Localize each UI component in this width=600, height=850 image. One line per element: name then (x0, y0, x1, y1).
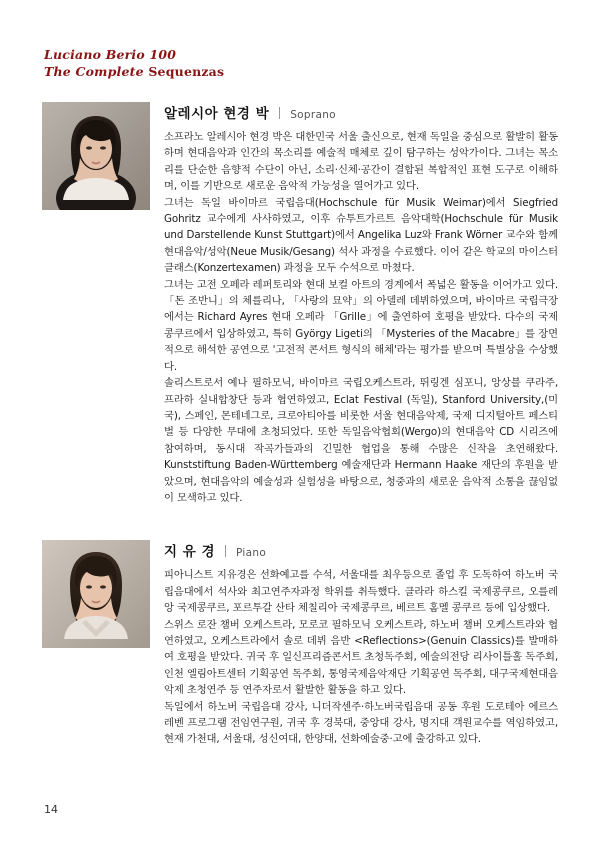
page-header (44, 46, 558, 80)
artist-body-soprano (164, 102, 558, 506)
bio-paragraph: 그녀는 독일 바이마르 국립음대(Hochschule für Musik Weimar)에서 Siegfried Gohritz 교수에게 사사하였고, 이후 슈투트가르트 음악대학(Hochschule für Musik und Darstellende Kunst Stuttgart)에서 Angelika Luz와 Frank Wörner 교수와 함께 현대음악/성악(Neue Musik/Gesang) 석사 과정을 수료했다. 이어 같은 학교의 마이스터 클래스(Konzertexamen) 과정을 모두 수석으로 마쳤다. (164, 196, 558, 275)
bio-paragraph: 소프라노 알레시아 현경 박은 대한민국 서울 출신으로, 현재 독일을 중심으로 활발히 활동하며 현대음악과 인간의 목소리를 예술적 매체로 깊이 탐구하는 성악가이다. 그녀는 목소리를 단순한 음향적 수단이 아닌, 소리·신체·공간이 결합된 복합적인 표현 도구로 이해하며, 이를 기반으로 새로운 음악적 가능성을 열어가고 있다. (164, 131, 558, 193)
page-number: 14 (44, 803, 58, 816)
artist-heading-soprano (164, 102, 558, 122)
artist-role: Piano (236, 547, 267, 560)
artist-bio-soprano (164, 129, 558, 506)
portrait-pianist (42, 540, 150, 648)
header-title-line-2 (44, 63, 558, 80)
artist-role: Soprano (290, 109, 336, 121)
header-title-line-2-rest: Sequenzas (143, 64, 225, 79)
artist-entry-soprano (42, 102, 558, 506)
name-role-divider (225, 545, 226, 557)
bio-paragraph: 스위스 로잔 챔버 오케스트라, 모로코 필하모닉 오케스트라, 하노버 챔버 오케스트라와 협연하였고, 오케스트라에서 솔로 데뷔 음반 <Reflections>(Genuin Classics)를 발매하여 호평을 받았다. 귀국 후 일신프리즘콘서트 초청독주회, 예술의전당 리사이틀홀 독주회, 인천 엘림아트센터 기획공연 독주회, 통영국제음악재단 기획공연 독주회, 대구국제현대음악제 초청연주 등 연주자로서 활발한 활동을 하고 있다. (164, 618, 558, 697)
artist-name: 알레시아 현경 박 (164, 106, 270, 122)
portrait-soprano (42, 102, 150, 210)
header-title-line-1: Luciano Berio 100 (44, 47, 177, 62)
bio-paragraph: 솔리스트로서 예나 필하모닉, 바이마르 국립오케스트라, 뛰링겐 심포니, 앙상블 쿠라주, 프라하 실내합창단 등과 협연하였고, Eclat Festival (독일), Stanford University,(미국), 스페인, 몬테네그로, 크로아티아를 비롯한 서울 현대음악제, 국제 디지털아트 페스티벌 등 다양한 무대에 초청되었다. 또한 독일음악협회(Wergo)의 현대음악 CD 시리즈에 참여하며, 동시대 작곡가들과의 긴밀한 협업을 통해 수많은 신작을 초연해왔다. Kunststiftung Baden-Württemberg 예술재단과 Hermann Haake 재단의 후원을 받았으며, 현대음악의 예술성과 실험성을 바탕으로, 청중과의 새로운 음악적 소통을 끊임없이 모색하고 있다. (164, 377, 558, 504)
artist-body-pianist (164, 540, 558, 747)
artist-name: 지 유 경 (164, 544, 216, 561)
name-role-divider (279, 107, 280, 119)
artist-bio-pianist (164, 567, 558, 747)
bio-paragraph: 독일에서 하노버 국립음대 강사, 니더작센주·하노버국립음대 공동 후원 도로테아 에르스레벤 프로그램 전임연구원, 귀국 후 경북대, 중앙대 강사, 명지대 객원교수를 역임하였고, 현재 가천대, 서울대, 성신여대, 한양대, 선화예술중·고에 출강하고 있다. (164, 700, 558, 746)
bio-paragraph: 피아니스트 지유경은 선화예고를 수석, 서울대를 최우등으로 졸업 후 도독하여 하노버 국립음대에서 석사와 최고연주자과정 학위를 취득했다. 클라라 하스킬 국제콩쿠르, 오를레앙 국제콩쿠르, 포르투갈 산타 체칠리아 국제콩쿠르, 베르트 홈멜 콩쿠르 등에 입상했다. (164, 569, 558, 615)
bio-paragraph: 그녀는 고전 오페라 레퍼토리와 현대 보컬 아트의 경계에서 폭넓은 활동을 이어가고 있다. 「돈 조반니」의 체를리나, 「사랑의 묘약」의 아델레 데뷔하였으며, 바이마르 국립극장에서는 Richard Ayres 현대 오페라 「Grille」에 출연하여 호평을 받았다. 다수의 국제 콩쿠르에서 입상하였고, 특히 György Ligeti의 「Mysteries of the Macabre」를 장면적으로 해석한 공연으로 '고전적 콘서트 형식의 해체'라는 평가를 받으며 특별상을 수상했다. (164, 278, 558, 373)
artist-heading-pianist (164, 540, 558, 560)
artist-entry-pianist (42, 540, 558, 747)
header-title-line-2-bold: The Complete (44, 64, 144, 79)
